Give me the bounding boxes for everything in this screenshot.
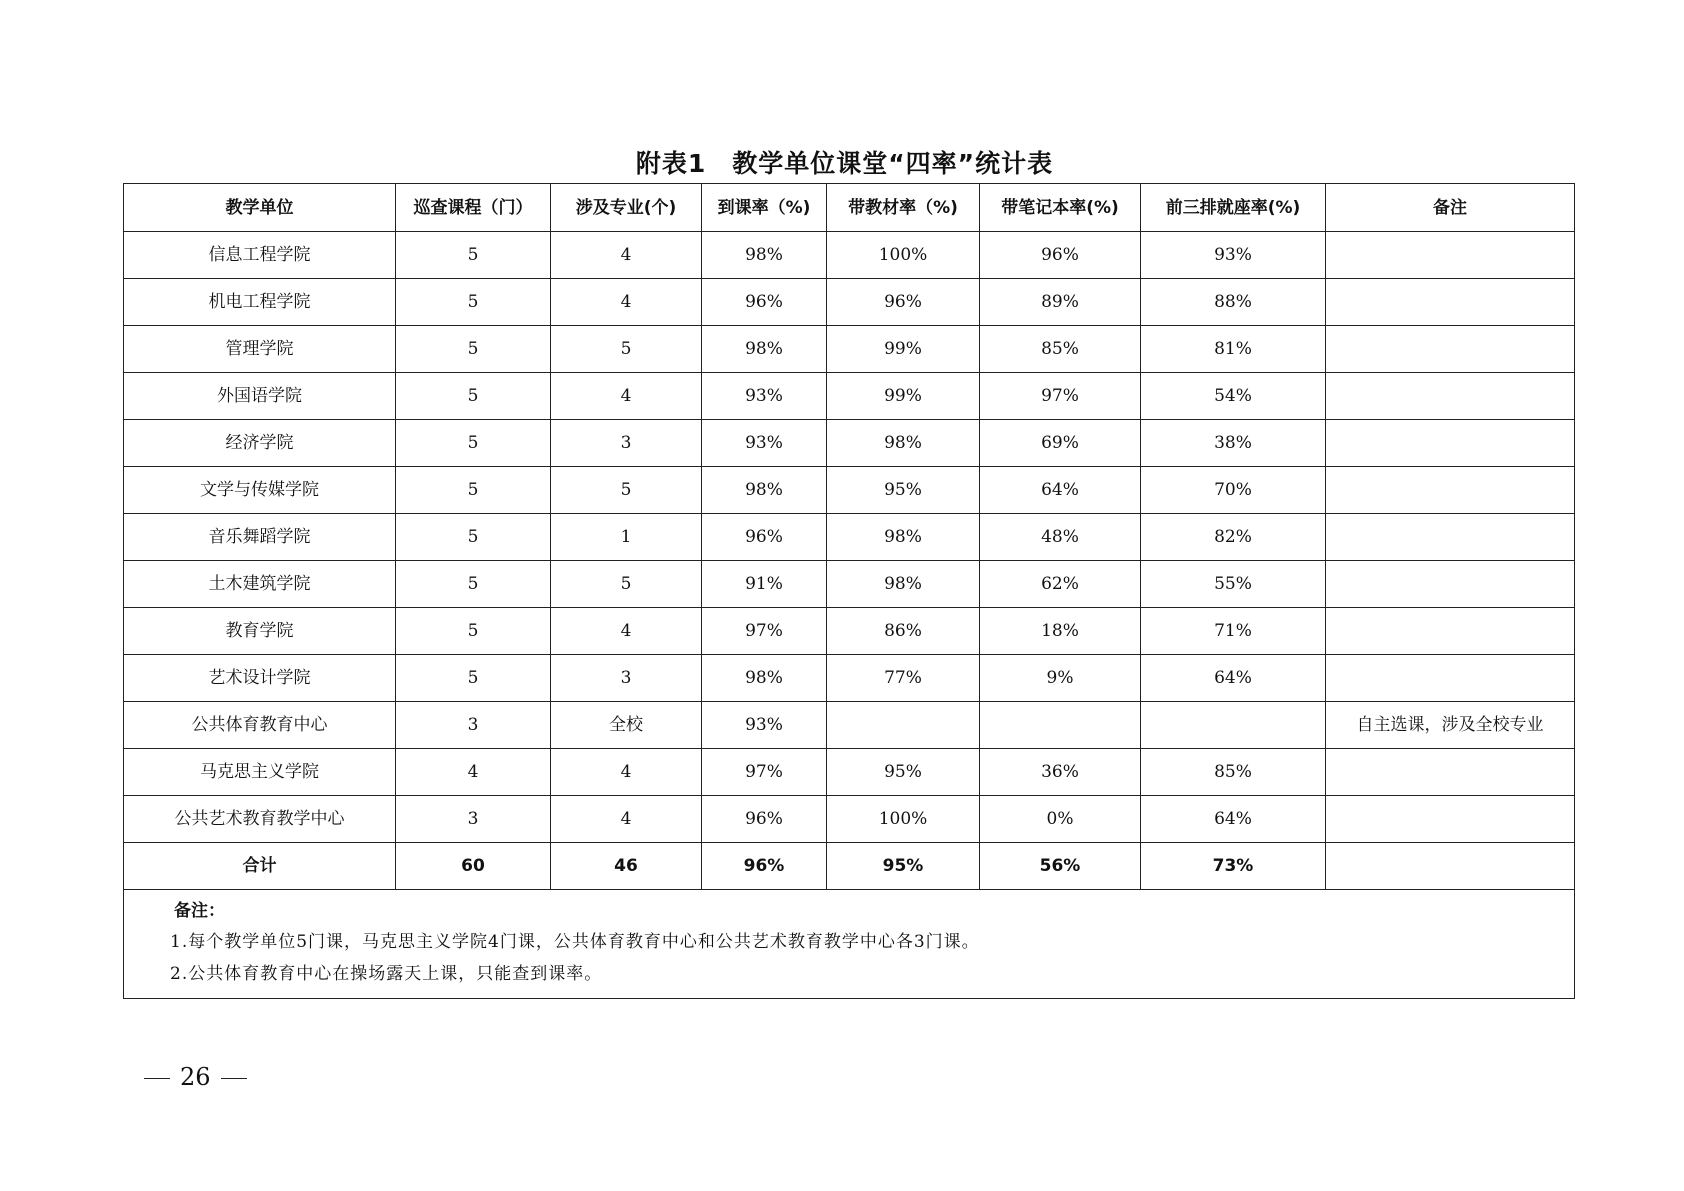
notebook-cell: 69%	[980, 420, 1141, 467]
textbook-cell: 100%	[827, 232, 980, 279]
courses-cell: 5	[396, 326, 551, 373]
remark-cell	[1326, 420, 1575, 467]
dash-left	[144, 1078, 170, 1079]
courses-cell: 5	[396, 232, 551, 279]
textbook-cell: 98%	[827, 514, 980, 561]
textbook-cell: 98%	[827, 561, 980, 608]
notes-heading: 备注：	[174, 901, 225, 921]
attendance-cell: 91%	[702, 561, 827, 608]
attendance-cell: 98%	[702, 655, 827, 702]
total-courses: 60	[396, 843, 551, 890]
notebook-cell: 48%	[980, 514, 1141, 561]
table-row	[124, 232, 1575, 279]
textbook-cell: 96%	[827, 279, 980, 326]
total-notebook: 56%	[980, 843, 1141, 890]
front-row-cell: 38%	[1141, 420, 1326, 467]
notebook-cell: 96%	[980, 232, 1141, 279]
courses-cell: 5	[396, 467, 551, 514]
header-cell: 备注	[1326, 184, 1575, 232]
attendance-cell: 96%	[702, 279, 827, 326]
table-row	[124, 467, 1575, 514]
majors-cell: 4	[551, 749, 702, 796]
table-row	[124, 655, 1575, 702]
total-textbook: 95%	[827, 843, 980, 890]
unit-cell: 管理学院	[124, 326, 396, 373]
courses-cell: 5	[396, 279, 551, 326]
remark-cell	[1326, 232, 1575, 279]
table-row	[124, 796, 1575, 843]
attendance-cell: 96%	[702, 514, 827, 561]
total-row	[124, 843, 1575, 890]
textbook-cell: 95%	[827, 467, 980, 514]
majors-cell: 4	[551, 279, 702, 326]
courses-cell: 5	[396, 420, 551, 467]
majors-cell: 5	[551, 467, 702, 514]
header-cell: 到课率（%)	[702, 184, 827, 232]
majors-cell: 4	[551, 608, 702, 655]
attendance-cell: 96%	[702, 796, 827, 843]
unit-cell: 经济学院	[124, 420, 396, 467]
header-cell: 前三排就座率(%)	[1141, 184, 1326, 232]
unit-cell: 公共艺术教育教学中心	[124, 796, 396, 843]
front-row-cell: 64%	[1141, 796, 1326, 843]
courses-cell: 4	[396, 749, 551, 796]
majors-cell: 4	[551, 373, 702, 420]
unit-cell: 土木建筑学院	[124, 561, 396, 608]
front-row-cell: 85%	[1141, 749, 1326, 796]
front-row-cell: 54%	[1141, 373, 1326, 420]
attendance-cell: 93%	[702, 420, 827, 467]
header-cell: 带笔记本率(%)	[980, 184, 1141, 232]
unit-cell: 音乐舞蹈学院	[124, 514, 396, 561]
courses-cell: 5	[396, 608, 551, 655]
majors-cell: 4	[551, 232, 702, 279]
total-majors: 46	[551, 843, 702, 890]
remark-cell	[1326, 608, 1575, 655]
majors-cell: 1	[551, 514, 702, 561]
front-row-cell: 81%	[1141, 326, 1326, 373]
front-row-cell: 82%	[1141, 514, 1326, 561]
table-row	[124, 373, 1575, 420]
majors-cell: 5	[551, 326, 702, 373]
majors-cell: 5	[551, 561, 702, 608]
courses-cell: 3	[396, 702, 551, 749]
notebook-cell: 85%	[980, 326, 1141, 373]
attendance-cell: 97%	[702, 749, 827, 796]
notebook-cell: 89%	[980, 279, 1141, 326]
front-row-cell: 55%	[1141, 561, 1326, 608]
majors-cell: 全校	[551, 702, 702, 749]
courses-cell: 5	[396, 373, 551, 420]
textbook-cell: 100%	[827, 796, 980, 843]
notes-row	[124, 890, 1575, 999]
page-number	[134, 1063, 257, 1091]
notebook-cell: 36%	[980, 749, 1141, 796]
remark-cell	[1326, 326, 1575, 373]
attendance-cell: 98%	[702, 232, 827, 279]
header-cell: 教学单位	[124, 184, 396, 232]
attendance-cell: 98%	[702, 467, 827, 514]
textbook-cell: 98%	[827, 420, 980, 467]
textbook-cell: 99%	[827, 326, 980, 373]
header-cell: 巡查课程（门）	[396, 184, 551, 232]
unit-cell: 教育学院	[124, 608, 396, 655]
table-row	[124, 608, 1575, 655]
unit-cell: 信息工程学院	[124, 232, 396, 279]
statistics-table	[123, 183, 1575, 999]
textbook-cell: 77%	[827, 655, 980, 702]
unit-cell: 艺术设计学院	[124, 655, 396, 702]
attendance-cell: 93%	[702, 702, 827, 749]
front-row-cell: 64%	[1141, 655, 1326, 702]
courses-cell: 5	[396, 561, 551, 608]
attendance-cell: 93%	[702, 373, 827, 420]
textbook-cell: 99%	[827, 373, 980, 420]
note-line: 2.公共体育教育中心在操场露天上课，只能查到课率。	[170, 964, 603, 984]
notes-cell	[124, 890, 1575, 999]
front-row-cell: 70%	[1141, 467, 1326, 514]
notebook-cell: 9%	[980, 655, 1141, 702]
remark-cell	[1326, 373, 1575, 420]
remark-cell	[1326, 749, 1575, 796]
dash-right	[221, 1078, 247, 1079]
textbook-cell: 86%	[827, 608, 980, 655]
table-row	[124, 702, 1575, 749]
courses-cell: 5	[396, 514, 551, 561]
majors-cell: 3	[551, 655, 702, 702]
remark-cell	[1326, 467, 1575, 514]
front-row-cell: 93%	[1141, 232, 1326, 279]
remark-cell	[1326, 561, 1575, 608]
total-attendance: 96%	[702, 843, 827, 890]
unit-cell: 马克思主义学院	[124, 749, 396, 796]
note-line: 1.每个教学单位5门课，马克思主义学院4门课，公共体育教育中心和公共艺术教育教学中心各3门课。	[170, 932, 980, 952]
majors-cell: 4	[551, 796, 702, 843]
front-row-cell	[1141, 702, 1326, 749]
front-row-cell: 71%	[1141, 608, 1326, 655]
table-row	[124, 561, 1575, 608]
table-row	[124, 420, 1575, 467]
page-number-text: 26	[180, 1063, 211, 1091]
total-label: 合计	[124, 843, 396, 890]
courses-cell: 3	[396, 796, 551, 843]
remark-cell: 自主选课，涉及全校专业	[1326, 702, 1575, 749]
courses-cell: 5	[396, 655, 551, 702]
notebook-cell: 97%	[980, 373, 1141, 420]
table-row	[124, 279, 1575, 326]
total-remark	[1326, 843, 1575, 890]
majors-cell: 3	[551, 420, 702, 467]
table-row	[124, 514, 1575, 561]
remark-cell	[1326, 279, 1575, 326]
unit-cell: 机电工程学院	[124, 279, 396, 326]
remark-cell	[1326, 514, 1575, 561]
notebook-cell: 64%	[980, 467, 1141, 514]
unit-cell: 外国语学院	[124, 373, 396, 420]
notebook-cell: 62%	[980, 561, 1141, 608]
textbook-cell: 95%	[827, 749, 980, 796]
table-row	[124, 326, 1575, 373]
notebook-cell: 0%	[980, 796, 1141, 843]
unit-cell: 公共体育教育中心	[124, 702, 396, 749]
table-title: 附表1 教学单位课堂“四率”统计表	[635, 149, 1054, 178]
attendance-cell: 97%	[702, 608, 827, 655]
table-row	[124, 749, 1575, 796]
header-row	[124, 184, 1575, 232]
header-cell: 带教材率（%)	[827, 184, 980, 232]
header-cell: 涉及专业(个)	[551, 184, 702, 232]
remark-cell	[1326, 655, 1575, 702]
textbook-cell	[827, 702, 980, 749]
total-front-row: 73%	[1141, 843, 1326, 890]
unit-cell: 文学与传媒学院	[124, 467, 396, 514]
remark-cell	[1326, 796, 1575, 843]
notebook-cell	[980, 702, 1141, 749]
notebook-cell: 18%	[980, 608, 1141, 655]
front-row-cell: 88%	[1141, 279, 1326, 326]
attendance-cell: 98%	[702, 326, 827, 373]
